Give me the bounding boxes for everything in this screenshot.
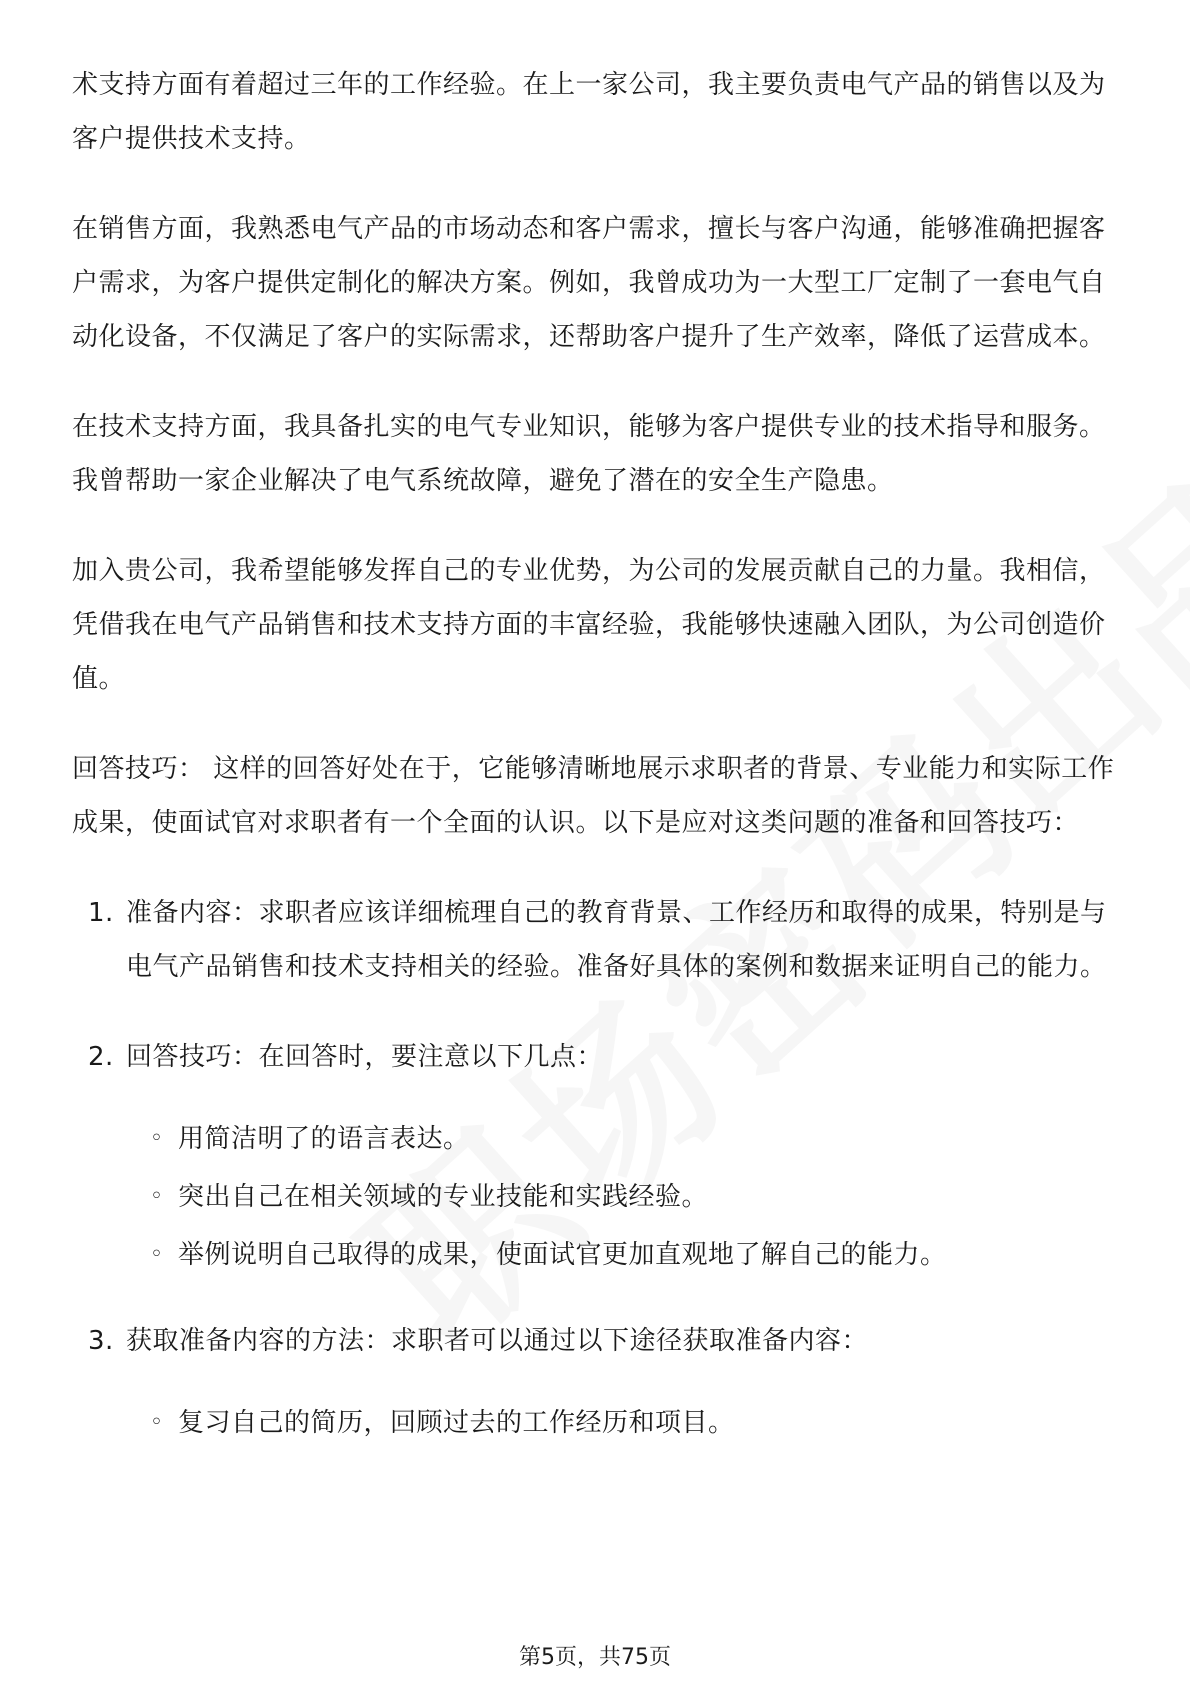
list-item-text: 获取准备内容的方法：求职者可以通过以下途径获取准备内容： [126, 1326, 869, 1356]
list-item-text: 准备内容：求职者应该详细梳理自己的教育背景、工作经历和取得的成果，特别是与电气产品销售和技术支持相关的经验。准备好具体的案例和数据来证明自己的能力。 [126, 898, 1107, 982]
bullet-item [72, 1228, 1122, 1282]
paragraph-4: 加入贵公司，我希望能够发挥自己的专业优势，为公司的发展贡献自己的力量。我相信，凭借我在电气产品销售和技术支持方面的丰富经验，我能够快速融入团队，为公司创造价值。 [72, 556, 1106, 694]
bullet-item [72, 1170, 1122, 1224]
bullet-text: 举例说明自己取得的成果，使面试官更加直观地了解自己的能力。 [178, 1240, 947, 1270]
list-number: 1. [88, 898, 114, 928]
list-item-text: 回答技巧：在回答时，要注意以下几点： [126, 1042, 604, 1072]
list-number: 2. [88, 1042, 114, 1072]
bullet-icon: ◦ [150, 1126, 164, 1151]
list-item-2 [72, 1030, 1122, 1084]
page-content [72, 58, 1122, 1454]
bullet-item [72, 1112, 1122, 1166]
paragraph-5: 回答技巧： 这样的回答好处在于，它能够清晰地展示求职者的背景、专业能力和实际工作成果，使面试官对求职者有一个全面的认识。以下是应对这类问题的准备和回答技巧： [72, 754, 1115, 838]
paragraph-1: 术支持方面有着超过三年的工作经验。在上一家公司，我主要负责电气产品的销售以及为客户提供技术支持。 [72, 70, 1106, 154]
bullet-item [72, 1396, 1122, 1450]
list-item-1 [72, 886, 1122, 994]
bullet-icon: ◦ [150, 1184, 164, 1209]
list-number: 3. [88, 1326, 114, 1356]
bullet-text: 复习自己的简历，回顾过去的工作经历和项目。 [178, 1408, 735, 1438]
bullet-text: 用简洁明了的语言表达。 [178, 1124, 470, 1154]
page-footer: 第5页，共75页 [519, 1645, 671, 1670]
bullet-icon: ◦ [150, 1242, 164, 1267]
paragraph-3: 在技术支持方面，我具备扎实的电气专业知识，能够为客户提供专业的技术指导和服务。我曾帮助一家企业解决了电气系统故障，避免了潜在的安全生产隐患。 [72, 412, 1106, 496]
list-item-3 [72, 1314, 1122, 1368]
bullet-text: 突出自己在相关领域的专业技能和实践经验。 [178, 1182, 709, 1212]
paragraph-2: 在销售方面，我熟悉电气产品的市场动态和客户需求，擅长与客户沟通，能够准确把握客户需求，为客户提供定制化的解决方案。例如，我曾成功为一大型工厂定制了一套电气自动化设备，不仅满足了客户的实际需求，还帮助客户提升了生产效率，降低了运营成本。 [72, 214, 1106, 352]
bullet-icon: ◦ [150, 1410, 164, 1435]
